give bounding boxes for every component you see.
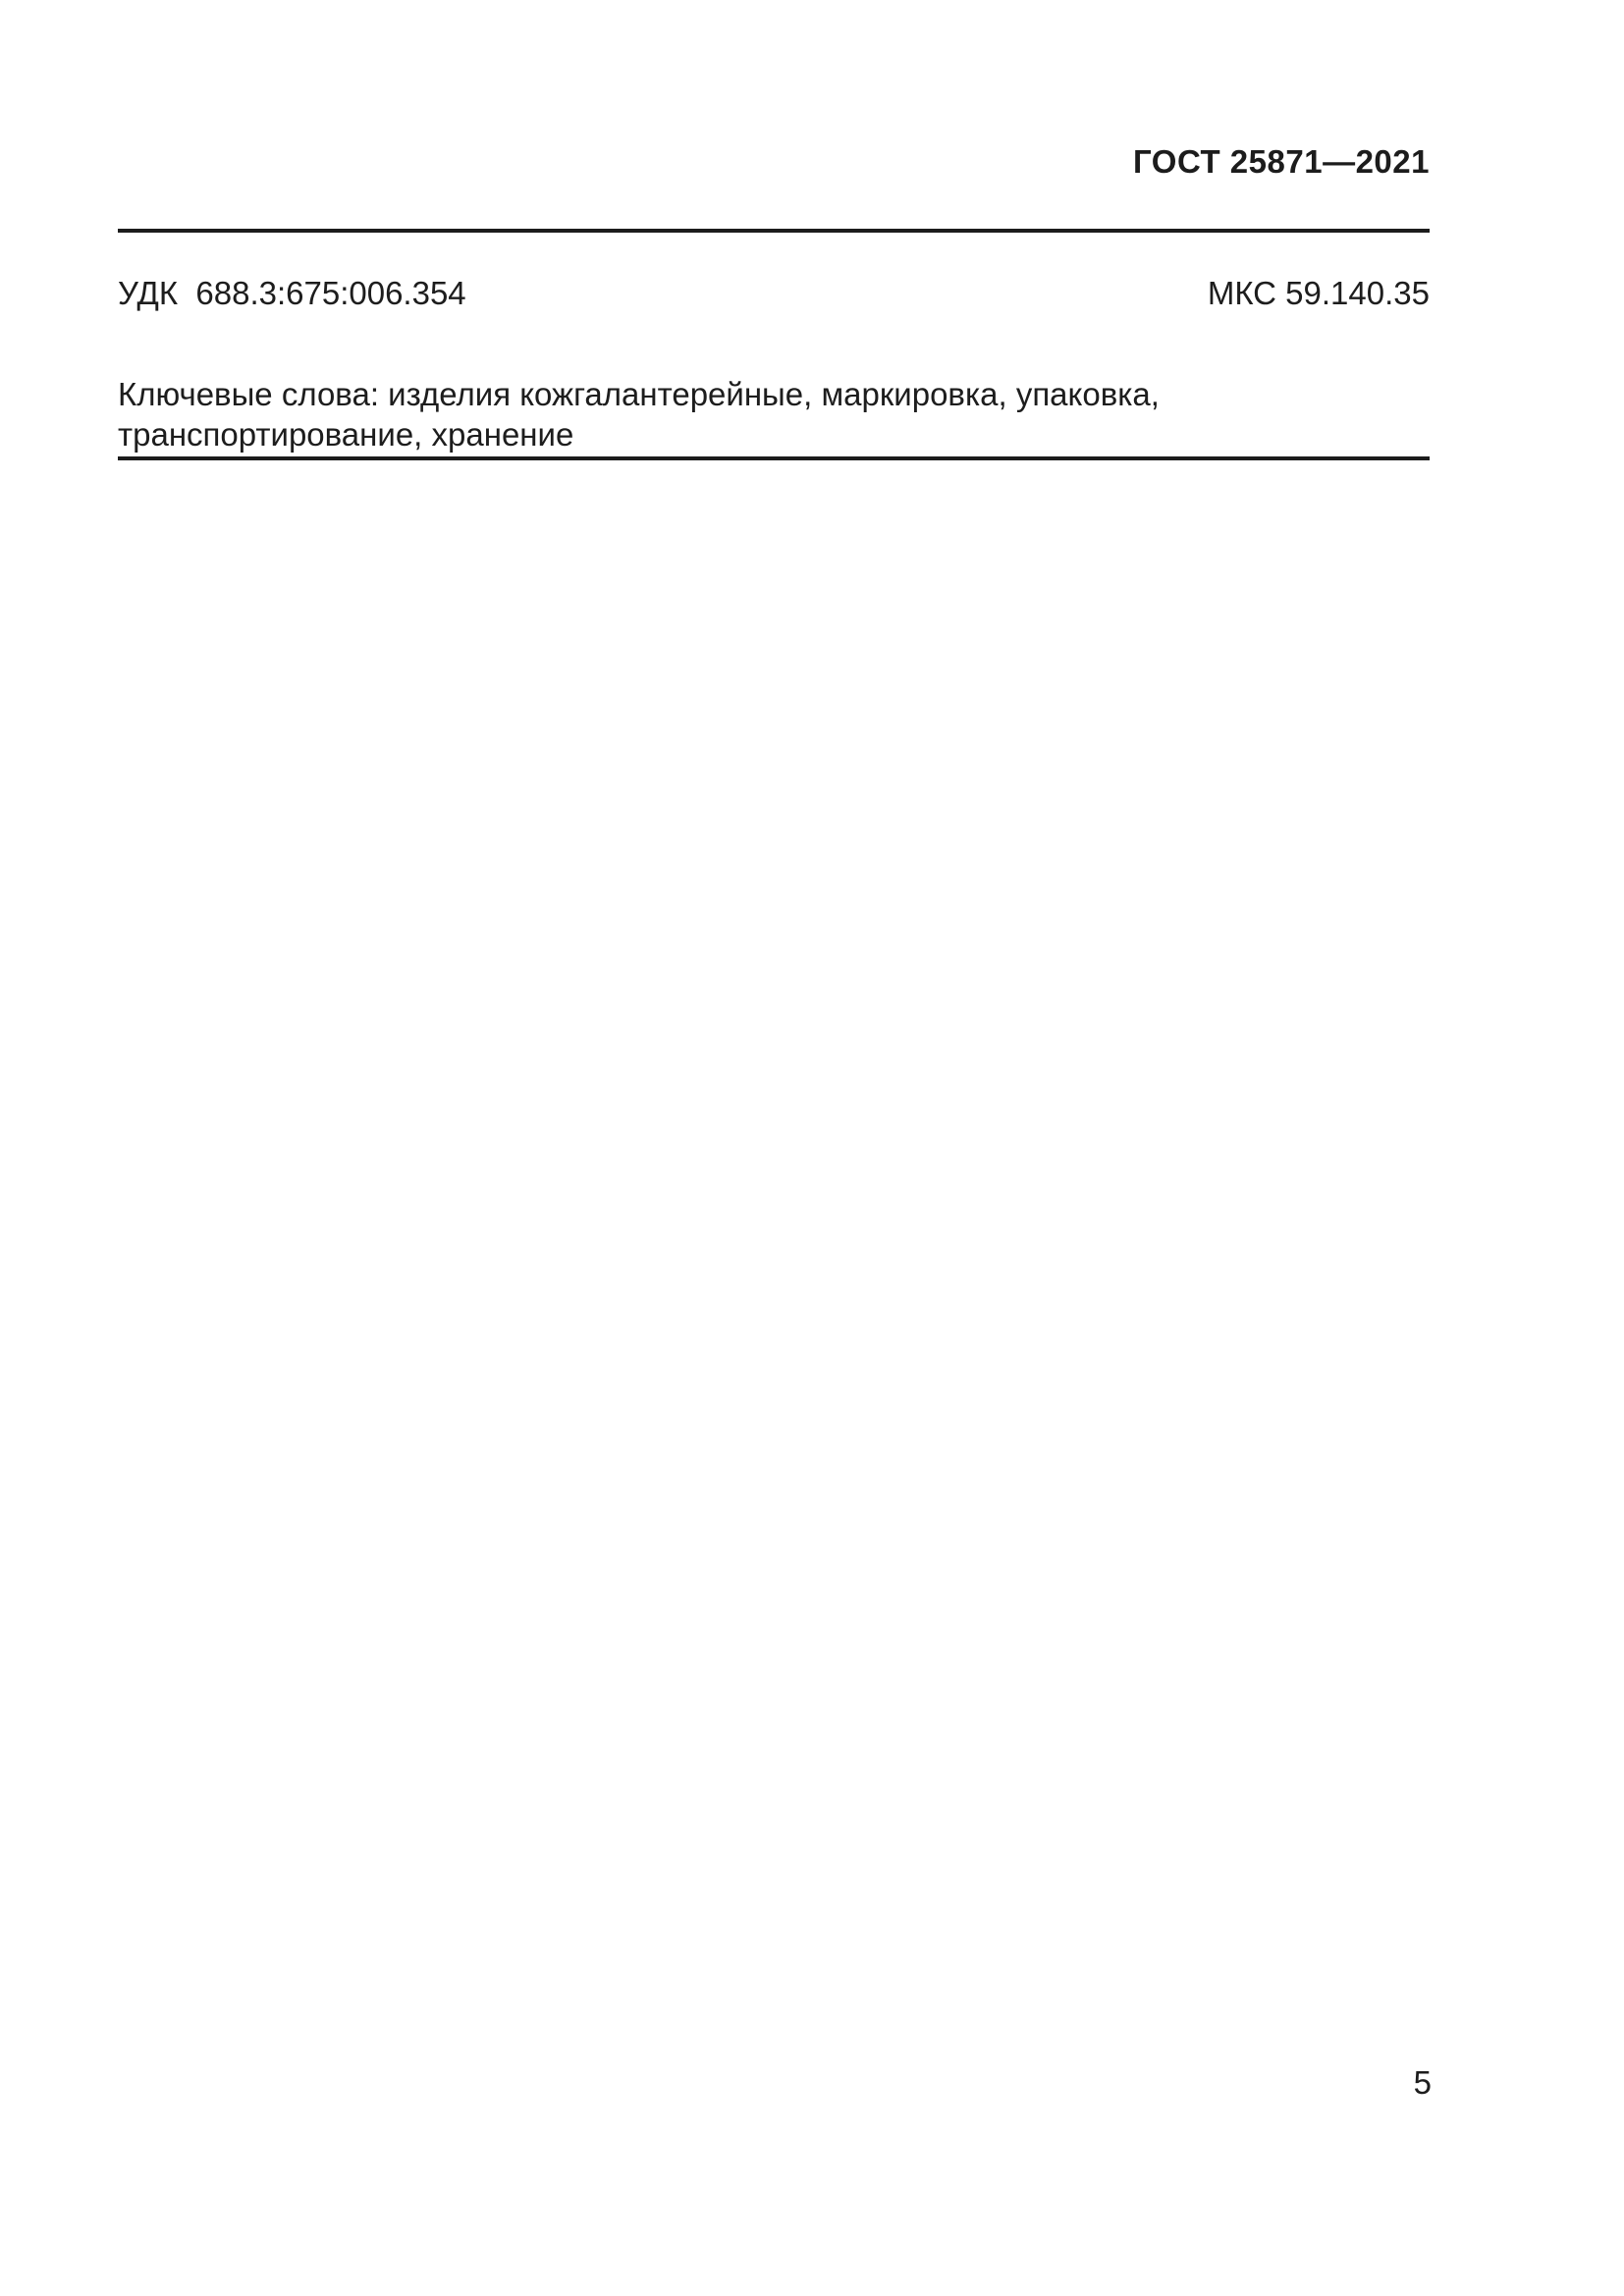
mks-classification: МКС 59.140.35 [1207,275,1430,311]
page-number: 5 [1413,2064,1432,2101]
udk-classification: УДК 688.3:675:006.354 [118,275,466,311]
standard-code-header: ГОСТ 25871—2021 [1133,143,1430,180]
bottom-horizontal-rule [118,456,1430,460]
keywords-line: Ключевые слова: изделия кожгалантерейные, маркировка, упаковка, транспортирование, хранение [118,376,1160,454]
classification-row [118,275,1430,312]
top-horizontal-rule [118,229,1430,233]
